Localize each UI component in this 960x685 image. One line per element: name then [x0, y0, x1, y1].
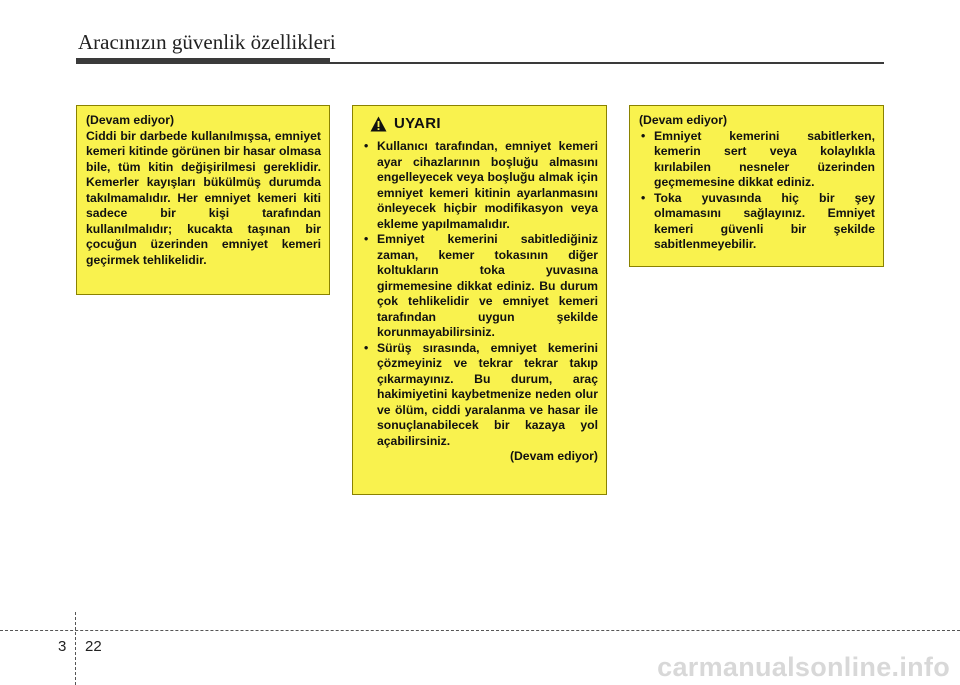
- watermark: carmanualsonline.info: [657, 652, 950, 682]
- warning-header: [370, 116, 598, 132]
- list-item-text: Kullanıcı tarafından, emniyet kemeri ayar cihazlarının boşluğu almasını engelleyecek veya boşluğu almak için emniyet kemeri kitinin ayarlanmasını önleyecek hiçbir modifikasyon veya ekleme yapılmamalıdır.: [377, 139, 598, 231]
- header-rule-thin: [330, 62, 884, 64]
- footer-dashed-divider: [75, 612, 76, 685]
- list-item: [362, 232, 598, 341]
- continued-label: (Devam ediyor): [509, 449, 598, 463]
- bullet-mark: •: [641, 190, 646, 205]
- bullet-mark: •: [364, 340, 369, 355]
- section-title: Aracınızın güvenlik özellikleri: [78, 30, 336, 54]
- note-list: [639, 129, 875, 253]
- continued-note-box-right: [629, 105, 884, 267]
- continued-label: (Devam ediyor): [86, 113, 175, 127]
- warning-box: [352, 105, 607, 495]
- continued-label: (Devam ediyor): [639, 113, 728, 127]
- list-item: [639, 129, 875, 191]
- footer-dashed-rule: [0, 630, 960, 631]
- list-item: [362, 139, 598, 232]
- note-paragraph: Ciddi bir darbede kullanılmışsa, emniyet kemeri kitinde görünen bir hasar olmasa bile, tüm kitin değişirilmesi gereklidir. Kemerler kayışları bükülmüş durumda takılmamalıdır. Her emniyet kemeri kiti sadece bir kişi tarafından kullanılmalıdır; kucakta taşınan bir çocuğun üzerinden emniyet kemeri geçirmek tehlikelidir.: [86, 128, 321, 267]
- chapter-number: 3: [58, 638, 67, 655]
- list-item: [639, 191, 875, 253]
- header-rule-thick: [76, 58, 330, 64]
- bullet-mark: •: [364, 139, 369, 153]
- warning-list: [362, 139, 598, 449]
- list-item-text: Toka yuvasında hiç bir şey olmamasını sağlayınız. Emniyet kemeri güvenli bir şekilde sabitlenmeyebilir.: [654, 190, 875, 251]
- list-item-text: Sürüş sırasında, emniyet kemerini çözmeyiniz ve tekrar tekrar takıp çıkarmayınız. Bu durum, araç hakimiyetini kaybetmenize neden olur ve ölüm, ciddi yaralanma ve hasar ile sonuçlanabilecek bir kazaya yol açabilirsiniz.: [377, 340, 598, 448]
- warning-triangle-icon: [370, 116, 387, 132]
- bullet-mark: •: [364, 232, 369, 246]
- bullet-mark: •: [641, 128, 646, 143]
- page-number: 22: [85, 638, 102, 655]
- list-item-text: Emniyet kemerini sabitlerken, kemerin sert veya kolaylıkla kırılabilen nesneler üzerinden geçmemesine dikkat ediniz.: [654, 128, 875, 189]
- list-item: [362, 341, 598, 450]
- warning-title: UYARI: [394, 115, 441, 133]
- list-item-text: Emniyet kemerini sabitlediğiniz zaman, kemer tokasının diğer koltukların toka yuvasına girmemesine dikkat ediniz. Bu durum çok tehlikelidir ve emniyet kemeri tarafından uygun şekilde korunmayabilirsiniz.: [377, 232, 598, 339]
- continued-note-box-left: [76, 105, 330, 295]
